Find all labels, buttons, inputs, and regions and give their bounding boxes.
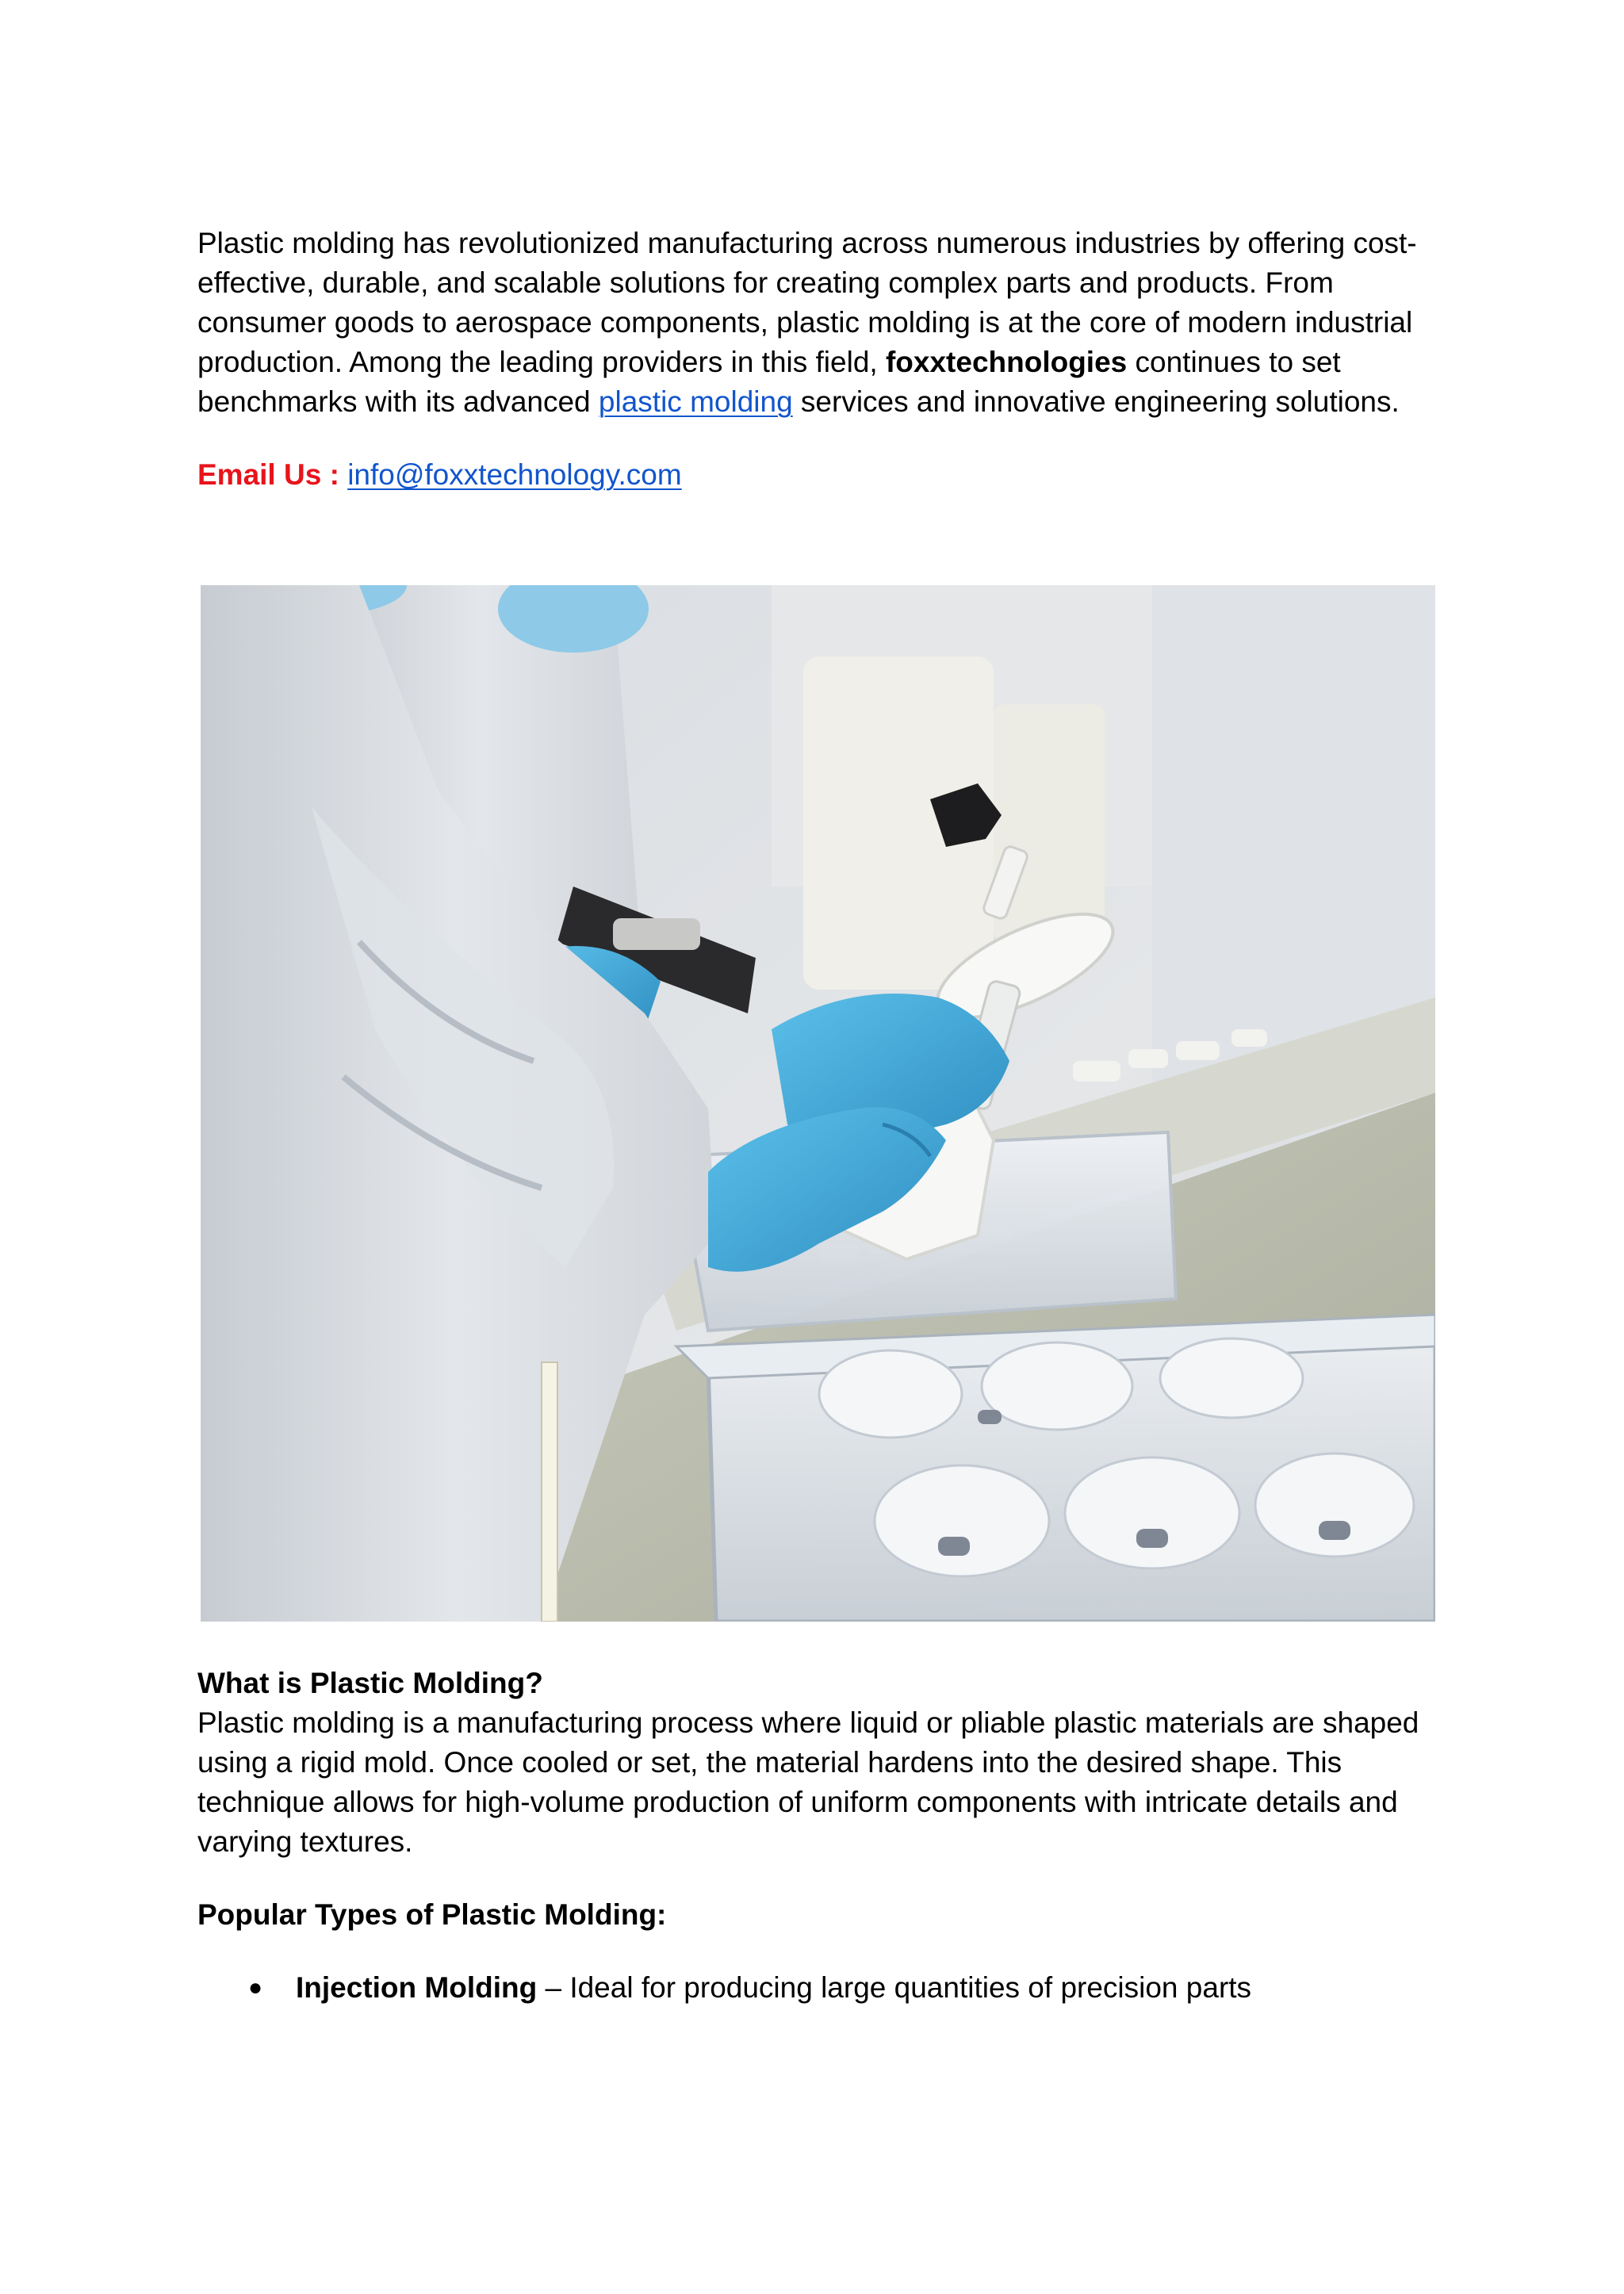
intro-text-2: continues to set benchmarks with its advanced bbox=[197, 346, 1341, 418]
intro-text-1: Plastic molding has revolutionized manufacturing across numerous industries by offering cost-effective, durable, and scalable solutions for creating complex parts and products. From consumer goods to aerospace components, plastic molding is at the core of modern industrial production. Among the leading providers in this field, bbox=[197, 227, 1417, 378]
email-line bbox=[197, 455, 1434, 495]
cleanroom-photo bbox=[201, 585, 1435, 1622]
article-body bbox=[197, 1664, 1434, 2008]
email-label: Email Us : bbox=[197, 458, 348, 491]
brand-name: foxxtechnologies bbox=[885, 346, 1128, 378]
list-item-text: – Ideal for producing large quantities of precision parts bbox=[537, 1971, 1252, 2004]
intro-section bbox=[197, 224, 1434, 495]
intro-text-3: services and innovative engineering solutions. bbox=[792, 385, 1400, 418]
bullet-icon: ● bbox=[248, 1974, 263, 2001]
email-link[interactable]: info@foxxtechnology.com bbox=[347, 458, 682, 491]
plastic-molding-link[interactable]: plastic molding bbox=[598, 385, 793, 418]
types-heading: Popular Types of Plastic Molding: bbox=[197, 1898, 667, 1931]
photo-illustration bbox=[201, 585, 1435, 1622]
types-list bbox=[197, 1968, 1434, 2008]
list-item bbox=[197, 1968, 1434, 2008]
list-item-title: Injection Molding bbox=[296, 1971, 538, 2004]
intro-paragraph bbox=[197, 224, 1434, 422]
what-is-paragraph: Plastic molding is a manufacturing process where liquid or pliable plastic materials are shaped using a rigid mold. Once cooled or set, the material hardens into the desired shape. This technique allows for high-volume production of uniform components with intricate details and varying textures. bbox=[197, 1706, 1419, 1858]
what-is-heading: What is Plastic Molding? bbox=[197, 1667, 543, 1699]
